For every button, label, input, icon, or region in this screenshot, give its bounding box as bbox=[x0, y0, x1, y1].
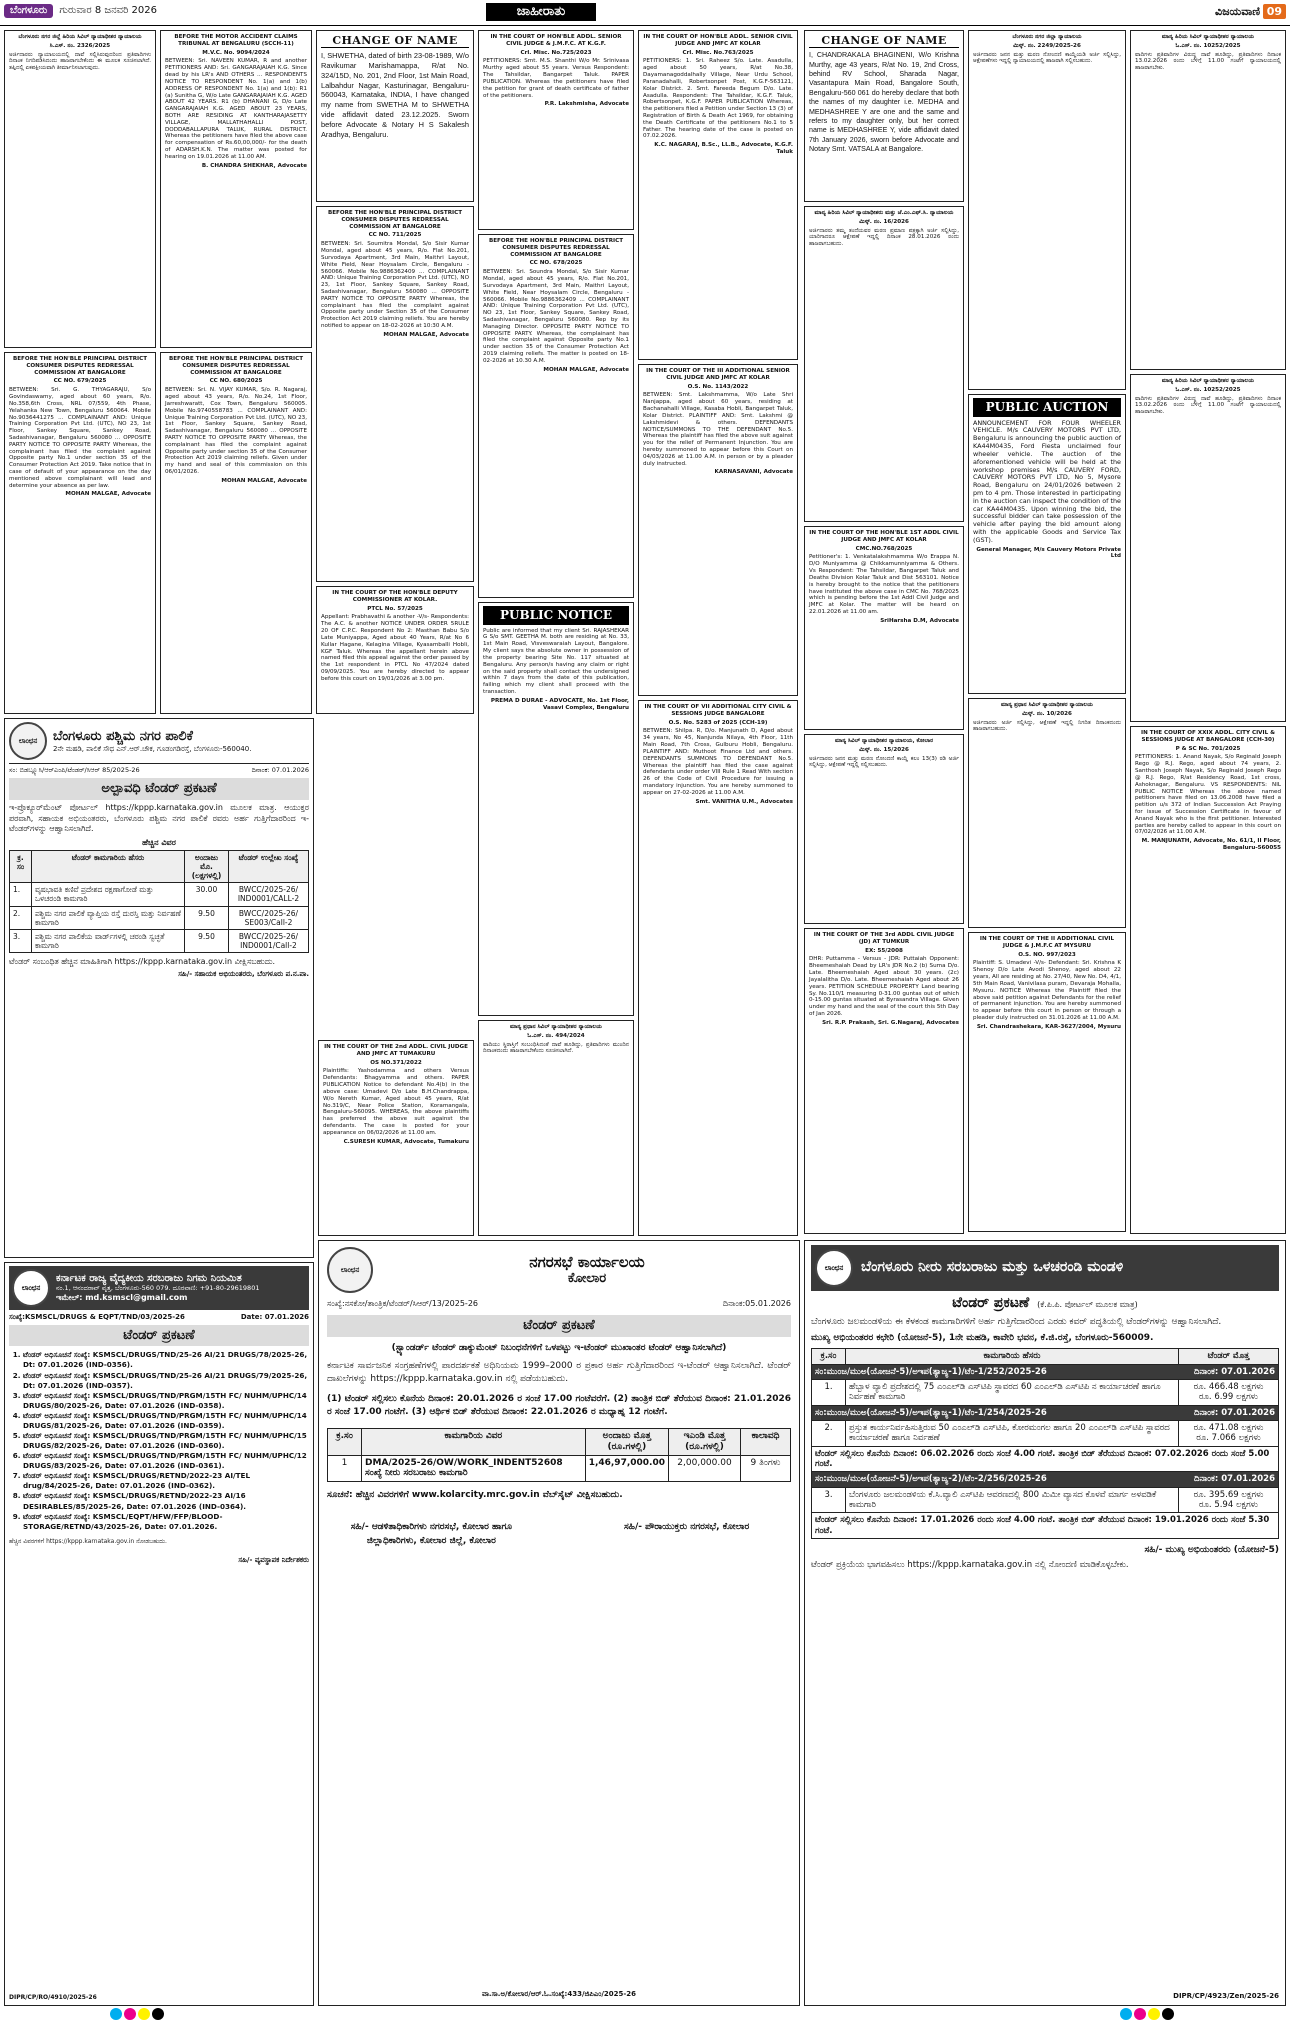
notice-case: CC NO. 678/2025 bbox=[529, 260, 583, 267]
bbmp-th-ref: ಟೆಂಡರ್ ಉಲ್ಲೇಖ ಸಂಖ್ಯೆ bbox=[229, 850, 309, 882]
row-amount: ರೂ. 395.69 ಲಕ್ಷಗಳು bbox=[1193, 1489, 1264, 1500]
notice-case: ಓ.ಎಸ್. ನಂ. 10252/2025 bbox=[1175, 42, 1241, 49]
list-item: 4. ಟೆಂಡರ್ ಅಧಿಸೂಚನೆ ಸಂಖ್ಯೆ: KSMSCL/DRUGS/TND/PRGM/15TH FC/ NUHM/UPHC/14 DRUGS/81/2025-26, Date: 07.01.2026 (IND-0359). bbox=[23, 1411, 309, 1431]
kolar-logo-icon: ಲಾಂಛನ bbox=[327, 1247, 373, 1293]
bwssb-title-row bbox=[811, 1295, 1279, 1312]
notice-case: PTCL No. 57/2025 bbox=[367, 605, 423, 612]
kolar-ref: ಸಂಖ್ಯೆ:ನಸಕೋ/ತಾಂತ್ರಿಕ/ಟೆಂಡರ್/ಸಿಆರ್/13/2025-26 bbox=[327, 1299, 479, 1308]
kmscl-ref: ಸಂಖ್ಯೆ:KSMSCL/DRUGS & EQPT/TND/03/2025-26 bbox=[9, 1313, 185, 1321]
bbmp-ref: ಸಂ: ಬಿಡಬ್ಲ್ಯೂಸಿ/ಆರ್‌ಎಂಪಿ/ಟೆಂಡರ್/ಸಿಆರ್ 85/2025-26 bbox=[9, 766, 140, 774]
bbmp-org: ಬೆಂಗಳೂರು ಪಶ್ಚಿಮ ನಗರ ಪಾಲಿಕೆ bbox=[53, 728, 193, 744]
kolar-intro: ಕರ್ನಾಟಕ ಸಾರ್ವಜನಿಕ ಸಂಗ್ರಹಣೆಗಳಲ್ಲಿ ಪಾರದರ್ಶಕತೆ ಅಧಿನಿಯಮ 1999–2000 ರ ಪ್ರಕಾರ ಅರ್ಹ ಗುತ್ತಿಗೆದಾರರಿಂದ ಇ-ಟೆಂಡರ್ ಆಹ್ವಾನಿಸಲಾಗಿದೆ. ಟೆಂಡರ್ ದಾಖಲೆಗಳನ್ನು https://kppp.karnataka.gov.in ನಲ್ಲಿ ಪಡೆಯಬಹುದು. bbox=[327, 1360, 791, 1385]
notice-head: ಬೆಂಗಳೂರು ನಗರ ಜಿಲ್ಲಾ ನ್ಯಾಯಾಲಯ bbox=[1012, 34, 1082, 40]
kmscl-ref-row bbox=[9, 1313, 309, 1322]
kgf-misc-notice bbox=[638, 30, 798, 360]
registration-mark-icon bbox=[124, 2008, 136, 2020]
kolar-city: ಕೋಲಾರ bbox=[567, 1271, 607, 1287]
bbmp-header bbox=[9, 722, 309, 764]
notice-case: ಓ.ಎಸ್. ನಂ. 494/2024 bbox=[527, 1032, 585, 1039]
consumer-notice-678 bbox=[478, 234, 634, 598]
bbmp-subtitle: ಹೆಚ್ಚಿನ ವಿವರ bbox=[142, 838, 176, 848]
list-item: 5. ಟೆಂಡರ್ ಅಧಿಸೂಚನೆ ಸಂಖ್ಯೆ: KSMSCL/DRUGS/TND/PRGM/15TH FC/ NUHM/UPHC/15 DRUGS/82/2025-26, Date: 07.01.2026 (IND-0360). bbox=[23, 1431, 309, 1451]
group-date: ದಿನಾಂಕ: 07.01.2026 bbox=[1194, 1407, 1275, 1418]
notice-body: DHR: Puttamma - Versus - JDR: Puttaiah Opponent: Bheemeshaiah Dead by LR's JDR No.2 (b) Suma D/o. Late. Bheemeshaiah Aged about 30 years. (2c) Jayalalitha D/o. Late. Bheemeshaiah Aged about 26 years. PETITION SCHEDULE PROPERTY Land bearing Sy. No.110/1 measuring 0-31.00 guntas out of which 0-15.00 guntas situated at Byrasandra Village. Given under my hand and the seal of the court this 5th Day of Jan 2026. bbox=[809, 956, 959, 1017]
row-no: 2. bbox=[10, 906, 32, 929]
kolar-sign-left: ಸಹಿ/- ಆಡಳಿತಾಧಿಕಾರಿಗಳು ನಗರಸಭೆ, ಕೋಲಾರ ಹಾಗೂ ಜಿಲ್ಲಾಧಿಕಾರಿಗಳು, ಕೋಲಾರ ಜಿಲ್ಲೆ, ಕೋಲಾರ bbox=[350, 1522, 513, 1546]
tumakuru-notice bbox=[318, 1040, 474, 1236]
bwssb-intro: ಬೆಂಗಳೂರು ಜಲಮಂಡಳಿಯ ಈ ಕೆಳಕಂಡ ಕಾಮಗಾರಿಗಳಿಗೆ ಅರ್ಹ ಗುತ್ತಿಗೆದಾರರಿಂದ ಎರಡು ಕವರ್ ಪದ್ಧತಿಯಲ್ಲಿ ಟೆಂಡರ್‌ಗಳನ್ನು ಆಹ್ವಾನಿಸಲಾಗಿದೆ. bbox=[811, 1317, 1222, 1328]
kolar-code: ವಾ.ಸಾ.ಅ/ಕೋಲಾರ/ಆರ್.ಓ.ಸಂಖ್ಯೆ:433/ಜಿಪಿಎಂ/2025-26 bbox=[481, 1990, 637, 1999]
notice-head: ಬೆಂಗಳೂರು ನಗರ ಜಿಲ್ಲೆ ಹಿರಿಯ ಸಿವಿಲ್ ನ್ಯಾಯಾಧೀಶರ ನ್ಯಾಯಾಲಯ bbox=[18, 34, 142, 40]
cch19-notice bbox=[638, 700, 798, 1236]
row-emd: 2,00,000.00 bbox=[669, 1455, 741, 1482]
bbmp-sign: ಸಹಿ/- ಸಹಾಯಕ ಅಭಿಯಂತರರು, ಬೆಂಗಳೂರು ಪ.ನ.ಪಾ. bbox=[178, 969, 309, 978]
notice-sign: M. MANJUNATH, Advocate, No. 61/1, II Floor, Bengaluru-560055 bbox=[1141, 838, 1281, 851]
notice-body: ವಾದಿಗಳು ಪ್ರತಿವಾದಿಗಳ ವಿರುದ್ಧ ದಾವೆ ಹೂಡಿದ್ದು, ಪ್ರತಿವಾದಿಗಳು ದಿನಾಂಕ 13.02.2026 ರಂದು ಬೆಳಿಗ್ಗೆ 11.00 ಗಂಟೆಗೆ ನ್ಯಾಯಾಲಯದಲ್ಲಿ ಹಾಜರಾಗಬೇಕು. bbox=[1135, 51, 1281, 72]
list-item: 1. ಟೆಂಡರ್ ಅಧಿಸೂಚನೆ ಸಂಖ್ಯೆ: KSMSCL/DRUGS/TND/25-26 AI/21 DRUGS/78/2025-26, Dt: 07.01.2026 (IND-0356). bbox=[23, 1350, 309, 1370]
notice-head: ಮಾನ್ಯ ಪ್ರಧಾನ ಸಿವಿಲ್ ನ್ಯಾಯಾಧೀಶರ ನ್ಯಾಯಾಲಯ bbox=[1000, 702, 1094, 708]
kmscl-address: ನಂ.1, ಆನಂದರಾವ್ ವೃತ್ತ, ಬೆಂಗಳೂರು-560 079. ದೂರವಾಣಿ: +91-80-29619801 bbox=[56, 1284, 260, 1293]
civil-3rd-kolar-notice bbox=[638, 364, 798, 696]
kannada-notice-4 bbox=[1130, 30, 1286, 370]
notice-case: O.S. NO. 997/2023 bbox=[1018, 951, 1076, 958]
bwssb-dates-2: ಟೆಂಡರ್ ಸಲ್ಲಿಸಲು ಕೊನೆಯ ದಿನಾಂಕ: 17.01.2026 ರಂದು ಸಂಜೆ 4.00 ಗಂಟೆ. ತಾಂತ್ರಿಕ ಬಿಡ್ ತೆರೆಯುವ ದಿನಾಂಕ: 19.01.2026 ರಂದು ಸಂಜೆ 5.30 ಗಂಟೆ. bbox=[812, 1513, 1279, 1539]
bbmp-tender-title: ಅಲ್ಪಾವಧಿ ಟೆಂಡರ್ ಪ್ರಕಟಣೆ bbox=[9, 778, 309, 800]
notice-case: M.V.C. No. 9094/2024 bbox=[202, 49, 270, 56]
notice-body: BETWEEN: Smt. Lakshmamma, W/o Late Shri Nanjappa, aged about 60 years, residing at Bachanahalli Village, Kasaba Hobli, Bangarpet Taluk, Kolar District. PLAINTIFF AND: Smt. Lakshmi @ Lakshmidevi & others. DEFENDANTS NOTICE/SUMMONS TO THE DEFENDANT No.5. Whereas the plaintiff has filed the above suit against you for the relief of Permanent Injunction. You are hereby summoned to appear before this Court on 04/03/2026 at 11.00 A.M. in person or by a pleader duly instructed. bbox=[643, 392, 793, 467]
notice-head: BEFORE THE HON'BLE PRINCIPAL DISTRICT CONSUMER DISPUTES REDRESSAL COMMISSION AT BANGALORE bbox=[168, 356, 304, 376]
row-name: ಪ್ರಸ್ತುತ ಕಾರ್ಯನಿರ್ವಹಿಸುತ್ತಿರುವ 50 ಎಂಎಲ್‌ಡಿ ಎಸ್‌ಟಿಪಿ, ಕೋರಮಂಗಲ ಹಾಗೂ 20 ಎಂಎಲ್‌ಡಿ ಎಸ್‌ಟಿಪಿ ಸ್ಥಾವರದ ಕಾರ್ಯಾಚರಣೆ ಹಾಗೂ ನಿರ್ವಹಣೆ bbox=[846, 1420, 1179, 1446]
notice-title: PUBLIC NOTICE bbox=[483, 606, 629, 625]
kolar-ref-row bbox=[327, 1299, 791, 1309]
header-date: ಗುರುವಾರ 8 ಜನವರಿ 2026 bbox=[59, 5, 157, 16]
notice-case: ಮಿಸ್ಕ್. ನಂ. 15/2026 bbox=[859, 746, 909, 753]
notice-body: ಅರ್ಜಿದಾರರು ಜನನ ಮತ್ತು ಮರಣ ನೋಂದಣಿ ಕಾಯ್ದೆ ಕಲಂ 13(3) ರಡಿ ಅರ್ಜಿ ಸಲ್ಲಿಸಿದ್ದು, ಆಕ್ಷೇಪಣೆ ಇದ್ದಲ್ಲಿ ಸಲ್ಲಿಸಬಹುದು. bbox=[809, 755, 959, 769]
table-row bbox=[10, 906, 309, 929]
notice-case: CMC.NO.768/2025 bbox=[855, 545, 913, 552]
kmscl-org: ಕರ್ನಾಟಕ ರಾಜ್ಯ ವೈದ್ಯಕೀಯ ಸರಬರಾಜು ನಿಗಮ ನಿಯಮಿತ bbox=[56, 1273, 242, 1285]
bwssb-th-amount: ಟೆಂಡರ್ ಮೊತ್ತ bbox=[1179, 1349, 1279, 1364]
page-header bbox=[0, 0, 1290, 26]
bbmp-footer: ಟೆಂಡರ್ ಸಂಬಂಧಿತ ಹೆಚ್ಚಿನ ಮಾಹಿತಿಗಾಗಿ https://kppp.karnataka.gov.in ವೀಕ್ಷಿಸಬಹುದು. bbox=[9, 957, 276, 967]
notice-sign: MOHAN MALGAE, Advocate bbox=[221, 477, 307, 484]
notice-case: CC NO. 711/2025 bbox=[368, 232, 422, 239]
kannada-notice-5 bbox=[804, 734, 964, 924]
notice-case: EX: 55/2008 bbox=[865, 947, 903, 954]
bwssb-table-header bbox=[812, 1349, 1279, 1364]
ps-bangalore-notice bbox=[1130, 726, 1286, 1234]
public-auction bbox=[968, 394, 1126, 694]
notice-head: BEFORE THE HON'BLE PRINCIPAL DISTRICT CONSUMER DISPUTES REDRESSAL COMMISSION AT BANGALORE bbox=[12, 356, 148, 376]
bwssb-dates-row bbox=[812, 1446, 1279, 1472]
group-ref: ಸಂ:ಮುಂಜ/ಮುಅ(ಯೋಜನೆ-5)/ಅಇಪ(ತ್ಯಾಜ್ಯ-1)/ಟೆಂ-1/254/2025-26 bbox=[815, 1407, 1047, 1418]
bbmp-date: ದಿನಾಂಕ: 07.01.2026 bbox=[251, 766, 309, 774]
bbmp-table-header bbox=[10, 850, 309, 882]
row-amount: ರೂ. 471.08 ಲಕ್ಷಗಳು bbox=[1193, 1422, 1264, 1433]
group-date: ದಿನಾಂಕ: 07.01.2026 bbox=[1194, 1366, 1275, 1377]
bwssb-title: ಟೆಂಡರ್ ಪ್ರಕಟಣೆ bbox=[952, 1295, 1030, 1311]
kmscl-email: ಇಮೇಲ್: md.ksmscl@gmail.com bbox=[56, 1293, 188, 1303]
kolar-table-header bbox=[328, 1428, 791, 1455]
notice-sign: PREMA D DURAE - ADVOCATE, No. 1st Floor, Vasavi Complex, Bengaluru bbox=[490, 697, 629, 711]
notice-sign: K.C. NAGARAJ, B.Sc., LL.B., Advocate, K.G.F. Taluk bbox=[654, 142, 793, 155]
notice-body: Plaintiff: S. Umadevi -V/s- Defendant: Sri. Krishna K Shenoy D/o Late Avodi Shenoy, aged about 22 years, All are residing at No. 27/40, New No. D4, 4/1, 5th Main Road, Vanivilasa puram, Devaraja Mohalla, Mysuru. NOTICE Whereas the Plaintiff filed the above said petition against Defendants for the relief of permanent injunction. You are hereby summoned to appear before this court in person or through a pleader duly instructed on 31.01.2026 at 11.00 A.M. bbox=[973, 960, 1121, 1021]
kannada-notice-3 bbox=[804, 206, 964, 522]
kmscl-logo-icon: ಲಾಂಛನ bbox=[12, 1269, 50, 1307]
notice-head: ಮಾನ್ಯ ಸಿವಿಲ್ ನ್ಯಾಯಾಧೀಶರ ನ್ಯಾಯಾಲಯ, ಕೋಲಾರ bbox=[834, 738, 934, 744]
registration-mark-icon bbox=[1148, 2008, 1160, 2020]
notice-sign: B. CHANDRA SHEKHAR, Advocate bbox=[201, 162, 307, 169]
kolar-dates: (1) ಟೆಂಡರ್ ಸಲ್ಲಿಸಲು ಕೊನೆಯ ದಿನಾಂಕ: 20.01.2026 ರ ಸಂಜೆ 17.00 ಗಂಟೆವರೆಗೆ. (2) ತಾಂತ್ರಿಕ ಬಿಡ್ ತೆರೆಯುವ ದಿನಾಂಕ: 21.01.2026 ರ ಸಂಜೆ 17.00 ಗಂಟೆಗೆ. (3) ಆರ್ಥಿಕ ಬಿಡ್ ತೆರೆಯುವ ದಿನಾಂಕ: 22.01.2026 ರ ಮಧ್ಯಾಹ್ನ 12 ಗಂಟೆಗೆ. bbox=[327, 1393, 791, 1418]
row-amount: 9.50 bbox=[185, 929, 229, 952]
notice-case: ಮಿಸ್ಕ್. ನಂ. 2249/2025-26 bbox=[1013, 42, 1081, 49]
kolar-municipal-tender bbox=[318, 1240, 800, 2006]
notice-head: BEFORE THE MOTOR ACCIDENT CLAIMS TRIBUNAL AT BENGALURU (SCCH-11) bbox=[174, 34, 298, 47]
list-item: 7. ಟೆಂಡರ್ ಅಧಿಸೂಚನೆ ಸಂಖ್ಯೆ: KSMSCL/DRUGS/RETND/2022-23 AI/TEL drug/84/2025-26, Date: 07.01.2026 (IND-0362). bbox=[23, 1471, 309, 1491]
table-row bbox=[812, 1420, 1279, 1446]
notice-body: BETWEEN: Sri. NAVEEN KUMAR, R and another PETITIONERS AND: Sri. GANGARAJAIAH K.G. Since dead by his LR's AND OTHERS ... RESPONDENTS NOTICE TO RESPONDENT No. 1(a) and 1(b) ADDRESS OF RESPONDENT No. 1(a) and 1(b): R1 (a) Sunitha G, W/o Late GANGARAJAIAH K.G. AGED ABOUT 42 YEARS. R1 (b) DHANANI G, D/o Late GANGARAJAIAH K.G. AGED ABOUT 23 YEARS, BOTH ARE RESIDING AT KANTHARAJASETTY VILLAGE, MALLATHAHALLI POST, DODDABALLAPURA TALUK, RURAL DISTRICT. Whereas the petitioners have filed the above case for compensation of Rs.60,00,000/- for the death of ADARSH.K.N. The matter was posted for hearing on 19.01.2026 at 11.00 AM. bbox=[165, 58, 307, 160]
row-name: ಹೆಬ್ಬಾಳ ವ್ಯಾಲಿ ಪ್ರದೇಶದಲ್ಲಿ 75 ಎಂಎಲ್‌ಡಿ ಎಸ್‌ಟಿಪಿ ಸ್ಥಾವರದ 60 ಎಂಎಲ್‌ಡಿ ಎಸ್‌ಟಿಪಿ ನ ಕಾರ್ಯಾಚರಣೆ ಹಾಗೂ ನಿರ್ವಹಣೆ ಕಾಮಗಾರಿ bbox=[846, 1379, 1179, 1405]
bwssb-logo-icon: ಲಾಂಛನ bbox=[815, 1249, 853, 1287]
notice-case: ಓ.ಎಸ್. ನಂ. 10252/2025 bbox=[1175, 386, 1241, 393]
kmscl-fineprint bbox=[9, 1538, 309, 1546]
kannada-notice-4b bbox=[1130, 374, 1286, 722]
row-amount-2: ರೂ. 6.99 ಲಕ್ಷಗಳು bbox=[1199, 1392, 1258, 1403]
consumer-notice-711 bbox=[316, 206, 474, 582]
notice-head: IN THE COURT OF THE 3rd ADDL CIVIL JUDGE (JD) AT TUMKUR bbox=[813, 932, 955, 945]
notice-head: IN THE COURT OF THE HON'BLE DEPUTY COMMISSIONER AT KOLAR. bbox=[332, 590, 458, 603]
notice-sign: KARNASAVANI, Advocate bbox=[714, 469, 793, 476]
notice-body: ಅರ್ಜಿದಾರರು ಜನನ ಮತ್ತು ಮರಣ ನೋಂದಣಿ ಕಾಯ್ದೆಯಡಿ ಅರ್ಜಿ ಸಲ್ಲಿಸಿದ್ದು, ಆಕ್ಷೇಪಣೆಗಳು ಇದ್ದಲ್ಲಿ ನ್ಯಾಯಾಲಯದಲ್ಲಿ ಹಾಜರಾಗಿ ಸಲ್ಲಿಸಬಹುದು. bbox=[973, 51, 1121, 65]
notice-head: ಮಾನ್ಯ ಹಿರಿಯ ಸಿವಿಲ್ ನ್ಯಾಯಾಧೀಶರ ನ್ಯಾಯಾಲಯ bbox=[1161, 34, 1255, 40]
tumkur-3rd-notice bbox=[804, 928, 964, 1234]
notice-title: CHANGE OF NAME bbox=[321, 34, 469, 48]
notice-sign: MOHAN MALGAE, Advocate bbox=[383, 331, 469, 338]
bwssb-footer: ಟೆಂಡರ್ ಪ್ರಕ್ರಿಯೆಯ ಭಾಗವಹಿಸಲು https://kppp.karnataka.gov.in ನಲ್ಲಿ ನೋಂದಣಿ ಮಾಡಿಕೊಳ್ಳಬೇಕು. bbox=[811, 1560, 1129, 1571]
notice-case: OS NO.371/2022 bbox=[370, 1059, 422, 1066]
table-row bbox=[812, 1379, 1279, 1405]
notice-case: Crl. Misc. No.763/2025 bbox=[682, 49, 754, 56]
notice-case: O.S. No. 1143/2022 bbox=[687, 383, 749, 390]
kolar-signs bbox=[327, 1521, 791, 1548]
notice-case: Crl. Misc. No.725/2023 bbox=[520, 49, 592, 56]
kolar-subtitle: (ಸ್ಟ್ಯಾಂಡರ್ಡ್ ಟೆಂಡರ್ ಡಾಕ್ಯುಮೆಂಟ್ ನಿಬಂಧನೆಗಳಿಗೆ ಒಳಪಟ್ಟು ಇ-ಟೆಂಡರ್ ಮುಖಾಂತರ ಟೆಂಡರ್ ಆಹ್ವಾನಿಸಲಾಗಿದೆ) bbox=[391, 1342, 727, 1353]
bbmp-th-name: ಟೆಂಡರ್ ಕಾಮಗಾರಿಯ ಹೆಸರು bbox=[32, 850, 185, 882]
bwssb-code: DIPR/CP/4923/Zen/2025-26 bbox=[1173, 1992, 1279, 2001]
kolar-th-name: ಕಾಮಗಾರಿಯ ವಿವರ bbox=[362, 1428, 586, 1455]
row-amount: 1,46,97,000.00 bbox=[585, 1455, 668, 1482]
bbmp-ref-row bbox=[9, 767, 309, 775]
bwssb-group-ref-row bbox=[812, 1364, 1279, 1379]
kannada-notice-1 bbox=[4, 30, 156, 348]
kolar-table bbox=[327, 1428, 791, 1483]
notice-body: PETITIONERS: 1. Anand Nayak, S/o Reginald Joseph Rego @ R.J. Rego, aged about 74 years, 2. Santhosh Joseph Nayak, S/o Reginald Joseph Rego @ R.J. Rego, R/at Residency Road, 1st cross, Ashoknagar, Bengaluru. VS RESPONDENTS: NIL PUBLIC NOTICE Whereas the above named petitioners have filed on 13.06.2008 have filed a petition u/s 372 of Indian Succession Act Praying for issue of Succession Certificate in favour of Anand Nayak who is the first petitioner. Interested parties are hereby called to appear in this court on 07/02/2026 at 11.00 A.M. bbox=[1135, 754, 1281, 836]
kolar-th-period: ಕಾಲಾವಧಿ bbox=[741, 1428, 791, 1455]
notice-body: Petitioner's: 1. Venkatalakshmamma W/o Erappa N. D/O Muniyamma @ Chikkamunniyamma & Others. Vs Respondent: The Tahsildar, Bangarpet Taluk and Deaths Division Kolar Taluk and Dist 563101. Notice is hereby brought to the notice that the petitioners have instituted the above case in CMC No. 768/2025 which is pending before the 1st Addl Civil Judge and JMFC at Kolar. The matter will be heard on 22.01.2026 at 11.00 am. bbox=[809, 554, 959, 615]
kolar-sign-right: ಸಹಿ/- ಪೌರಾಯುಕ್ತರು ನಗರಸಭೆ, ಕೋಲಾರ bbox=[623, 1522, 750, 1533]
bbmp-address: 2ನೇ ಮಹಡಿ, ಪಾಲಿಕೆ ಸೌಧ ಎನ್.ಆರ್.ಚೌಕ, ಗೂಡಂಗಡಿರಸ್ತೆ, ಬೆಂಗಳೂರು-560040. bbox=[53, 744, 252, 753]
kolar-date: ದಿನಾಂಕ:05.01.2026 bbox=[722, 1299, 791, 1308]
kolar-th-no: ಕ್ರ.ಸಂ bbox=[328, 1428, 362, 1455]
kolar-org: ನಗರಸಭೆ ಕಾರ್ಯಾಲಯ bbox=[529, 1252, 645, 1271]
bbmp-th-no: ಕ್ರ. ಸಂ bbox=[10, 850, 32, 882]
consumer-notice-679 bbox=[4, 352, 156, 714]
notice-body: BETWEEN: Sri. N. VIJAY KUMAR, S/o. R. Nagaraj, aged about 43 years, R/o. No.24, 1st Floor, Jarreshwaratt, Cox Town, Bengaluru 560005. Mobile No.9740558783 ... COMPLAINANT AND: Unique Training Corporation Pvt Ltd. (UTC), NO 23, 1st Floor, Sankey Square, Sankey Road, Sadashivanagar, Bengaluru 560080 ... OPPOSITE PARTY NOTICE TO OPPOSITE PARTY Whereas, the complainant has filed the complaint against Opposite party under section 35 of the Consumer Protection Act 2019 claiming reliefs. Given under my hand and seal of this commission on this 06/01/2026. bbox=[165, 387, 307, 475]
list-item: 3. ಟೆಂಡರ್ ಅಧಿಸೂಚನೆ ಸಂಖ್ಯೆ: KSMSCL/DRUGS/TND/PRGM/15TH FC/ NUHM/UPHC/14 DRUGS/80/2025-26, Date: 07.01.2026 (IND-0358). bbox=[23, 1391, 309, 1411]
list-item: 2. ಟೆಂಡರ್ ಅಧಿಸೂಚನೆ ಸಂಖ್ಯೆ: KSMSCL/DRUGS/TND/25-26 AI/21 DRUGS/79/2025-26, Dt: 07.01.2026 (IND-0357). bbox=[23, 1371, 309, 1391]
notice-head: BEFORE THE HON'BLE PRINCIPAL DISTRICT CONSUMER DISPUTES REDRESSAL COMMISSION AT BANGALORE bbox=[327, 210, 463, 230]
bwssb-dates-1: ಟೆಂಡರ್ ಸಲ್ಲಿಸಲು ಕೊನೆಯ ದಿನಾಂಕ: 06.02.2026 ರಂದು ಸಂಜೆ 4.00 ಗಂಟೆ. ತಾಂತ್ರಿಕ ಬಿಡ್ ತೆರೆಯುವ ದಿನಾಂಕ: 07.02.2026 ರಂದು ಸಂಜೆ 5.00 ಗಂಟೆ. bbox=[812, 1446, 1279, 1472]
notice-sign: Smt. VANITHA U.M., Advocates bbox=[695, 798, 793, 805]
bwssb-officer: ಮುಖ್ಯ ಅಭಿಯಂತರರ ಕಛೇರಿ (ಯೋಜನೆ-5), 1ನೇ ಮಹಡಿ, ಕಾವೇರಿ ಭವನ, ಕೆ.ಜಿ.ರಸ್ತೆ, ಬೆಂಗಳೂರು-560009. bbox=[811, 1333, 1154, 1344]
change-of-name-1 bbox=[316, 30, 474, 202]
notice-title: PUBLIC AUCTION bbox=[973, 398, 1121, 417]
row-amount: ರೂ. 466.48 ಲಕ್ಷಗಳು bbox=[1193, 1381, 1264, 1392]
kmscl-date: Date: 07.01.2026 bbox=[240, 1313, 309, 1321]
notice-head: IN THE COURT OF THE II ADDITIONAL CIVIL JUDGE & J.M.F.C AT MYSURU bbox=[979, 936, 1115, 949]
row-period: 9 ತಿಂಗಳು bbox=[741, 1455, 791, 1482]
kolar-th-emd: ಇಎಂಡಿ ಮೊತ್ತ (ರೂ.ಗಳಲ್ಲಿ) bbox=[669, 1428, 741, 1455]
group-ref: ಸಂ:ಮುಂಜ/ಮುಅ(ಯೋಜನೆ-5)/ಅಇಪ(ತ್ಯಾಜ್ಯ-1)/ಟೆಂ-1/252/2025-26 bbox=[815, 1366, 1047, 1377]
registration-mark-icon bbox=[110, 2008, 122, 2020]
table-row bbox=[328, 1455, 791, 1482]
list-item: 6. ಟೆಂಡರ್ ಅಧಿಸೂಚನೆ ಸಂಖ್ಯೆ: KSMSCL/DRUGS/TND/PRGM/15TH FC/ NUHM/UPHC/12 DRUGS/83/2025-26, Date: 07.01.2026 (IND-0361). bbox=[23, 1451, 309, 1471]
kmscl-footer: ಹೆಚ್ಚಿನ ವಿವರಗಳಿಗೆ https://kppp.karnataka.gov.in ನೋಡಬಹುದು. bbox=[9, 1537, 167, 1545]
row-name: ಪಶ್ಚಿಮ ನಗರ ಪಾಲಿಕೆಯ ವಾರ್ಡ್‌ಗಳಲ್ಲಿ ಚರಂಡಿ ಸ್ವಚ್ಛತೆ ಕಾಮಗಾರಿ bbox=[32, 929, 185, 952]
notice-body: ಅರ್ಜಿದಾರರು ನ್ಯಾಯಾಲಯದಲ್ಲಿ ದಾವೆ ಸಲ್ಲಿಸಿರುವುದರಿಂದ ಪ್ರತಿವಾದಿಗಳು ದಿನಾಂಕ ನಿಗದಿಪಡಿಸಿದಂದು ಹಾಜರಾಗಬೇಕೆಂದು ಈ ಮೂಲಕ ಸೂಚಿಸಲಾಗಿದೆ. ತಪ್ಪಿದಲ್ಲಿ ಏಕಪಕ್ಷೀಯವಾಗಿ ತೀರ್ಮಾನಿಸಲಾಗುವುದು. bbox=[9, 51, 151, 72]
bwssb-th-name: ಕಾಮಗಾರಿಯ ಹೆಸರು bbox=[846, 1349, 1179, 1364]
notice-head: IN THE COURT OF HON'BLE ADDL. SENIOR CIVIL JUDGE AND JMFC AT KOLAR bbox=[643, 34, 793, 47]
group-date: ದಿನಾಂಕ: 07.01.2026 bbox=[1194, 1474, 1275, 1485]
notice-body: ಅರ್ಜಿದಾರರು ತಮ್ಮ ತಂದೆಯವರ ಮರಣ ಪ್ರಮಾಣ ಪತ್ರಕ್ಕಾಗಿ ಅರ್ಜಿ ಸಲ್ಲಿಸಿದ್ದು, ಯಾರಿಗಾದರೂ ಆಕ್ಷೇಪಣೆ ಇದ್ದಲ್ಲಿ ದಿನಾಂಕ 28.01.2026 ರಂದು ಹಾಜರಾಗಬಹುದು. bbox=[809, 227, 959, 248]
row-name: ವೃಷಭಾವತಿ ಕಣಿವೆ ಪ್ರದೇಶದ ರಕ್ಷಣಾಗೋಡೆ ಮತ್ತು ಒಳಚರಂಡಿ ಕಾಮಗಾರಿ bbox=[32, 883, 185, 906]
kolar-note: ಸೂಚನೆ: ಹೆಚ್ಚಿನ ವಿವರಗಳಿಗೆ www.kolarcity.mrc.gov.in ವೆಬ್‌ಸೈಟ್ ವೀಕ್ಷಿಸಬಹುದು. bbox=[327, 1490, 623, 1501]
notice-head: ಮಾನ್ಯ ಹಿರಿಯ ಸಿವಿಲ್ ನ್ಯಾಯಾಧೀಶರ ನ್ಯಾಯಾಲಯ bbox=[1161, 378, 1255, 384]
row-no: 1. bbox=[812, 1379, 846, 1405]
header-brand: ವಿಜಯವಾಣಿ bbox=[1214, 5, 1260, 18]
row-no: 2. bbox=[812, 1420, 846, 1446]
notice-case: ಸಿ.ಎಸ್. ನಂ. 2326/2025 bbox=[49, 42, 111, 49]
kannada-notice-6 bbox=[478, 1020, 634, 1236]
notice-head: IN THE COURT OF THE HON'BLE 1ST ADDL CIVIL JUDGE AND JMFC AT KOLAR bbox=[809, 530, 959, 543]
group-ref: ಸಂ:ಮುಂಜ/ಮುಅ(ಯೋಜನೆ-5)/ಅಇಪ(ತ್ಯಾಜ್ಯ-2)/ಟೆಂ-2/256/2025-26 bbox=[815, 1474, 1047, 1485]
notice-body: ಅರ್ಜಿದಾರರು ಅರ್ಜಿ ಸಲ್ಲಿಸಿದ್ದು, ಆಕ್ಷೇಪಣೆ ಇದ್ದಲ್ಲಿ ನಿಗದಿತ ದಿನಾಂಕದಂದು ಹಾಜರಾಗಬಹುದು. bbox=[973, 719, 1121, 733]
row-amount-2: ರೂ. 5.94 ಲಕ್ಷಗಳು bbox=[1199, 1500, 1258, 1511]
notice-sign: Sri. R.P. Prakash, Sri. G.Nagaraj, Advocates bbox=[822, 1019, 959, 1026]
notice-head: ಮಾನ್ಯ ಪ್ರಧಾನ ಸಿವಿಲ್ ನ್ಯಾಯಾಧೀಶರ ನ್ಯಾಯಾಲಯ bbox=[509, 1024, 603, 1030]
bwssb-org: ಬೆಂಗಳೂರು ನೀರು ಸರಬರಾಜು ಮತ್ತು ಒಳಚರಂಡಿ ಮಂಡಳಿ bbox=[861, 1259, 1124, 1276]
row-amount: 9.50 bbox=[185, 906, 229, 929]
bwssb-group-ref-row bbox=[812, 1405, 1279, 1420]
row-ref: BWCC/2025-26/ SE003/Call-2 bbox=[229, 906, 309, 929]
bwssb-title-note: (ಕೆ.ಪಿ.ಪಿ. ಪೋರ್ಟಲ್ ಮೂಲಕ ಮಾತ್ರ) bbox=[1037, 1300, 1138, 1309]
notice-sign: General Manager, M/s Cauvery Motors Private Ltd bbox=[976, 546, 1121, 560]
change-of-name-2 bbox=[804, 30, 964, 202]
bwssb-header bbox=[811, 1245, 1279, 1291]
mysuru-notice bbox=[968, 932, 1126, 1232]
kolar-header bbox=[327, 1247, 791, 1293]
registration-mark-icon bbox=[152, 2008, 164, 2020]
bbmp-tender-body: ಇ-ಪ್ರೊಕ್ಯೂರ್‌ಮೆಂಟ್ ಪೋರ್ಟಲ್ https://kppp.karnataka.gov.in ಮೂಲಕ ಮಾತ್ರ. ಆಯುಕ್ತರ ಪರವಾಗಿ, ಸಹಾಯಕ ಅಭಿಯಂತರರು, ಬೆಂಗಳೂರು ಪಶ್ಚಿಮ ನಗರ ಪಾಲಿಕೆ ರವರು ಅರ್ಹ ಗುತ್ತಿಗೆದಾರರಿಂದ ಇ-ಟೆಂಡರ್‌ಗಳನ್ನು ಆಹ್ವಾನಿಸಲಾಗಿದೆ. bbox=[9, 802, 309, 834]
notice-body: ವಾದಿಯು ಸ್ಥಿರಾಸ್ತಿಗೆ ಸಂಬಂಧಿಸಿದಂತೆ ದಾವೆ ಹೂಡಿದ್ದು, ಪ್ರತಿವಾದಿಗಳು ಮುಂದಿನ ದಿನಾಂಕದಂದು ಹಾಜರಾಗಬೇಕೆಂದು ಸೂಚಿಸಲಾಗಿದೆ. bbox=[483, 1041, 629, 1055]
kmscl-header bbox=[9, 1266, 309, 1310]
registration-mark-icon bbox=[138, 2008, 150, 2020]
notice-sign: SriHarsha D.M, Advocate bbox=[880, 617, 959, 624]
table-row bbox=[812, 1487, 1279, 1513]
row-ref: BWCC/2025-26/ IND0001/CALL-2 bbox=[229, 883, 309, 906]
consumer-notice-680 bbox=[160, 352, 312, 714]
notice-body: Plaintiffs: Yashodamma and others Versus Defendants: Bhagyamma and others. PAPER PUBLICATION Notice to defendant No.4(b) in the above case: Umadevi D/o Late B.H.Chandrappa, W/o Nereth Kumar, Aged about 45 years, R/at No.319/C, Near Police Station, Koramangala, Bengaluru-560095. WHEREAS, the above plaintiffs has preferred the above suit against the defendants. The case is posted for your appearance on 06/02/2026 at 11.00 am. bbox=[323, 1068, 469, 1136]
registration-mark-icon bbox=[1120, 2008, 1132, 2020]
kmscl-code: DIPR/CP/RO/4910/2025-26 bbox=[9, 1993, 97, 2001]
bwssb-dates-row bbox=[812, 1513, 1279, 1539]
notice-case: CC NO. 679/2025 bbox=[53, 378, 107, 385]
notice-body: Public are informed that my client Sri. RAJASHEKAR G S/o SMT. GEETHA M. both are residing at No. 33, 1st Main Road, Visveswaraiah Layout, Bangalore. My client says the absolute owner in possession of the property bearing Site No. 117 situated at Bengaluru. Any person/s having any claim or right on the said property shall contact the undersigned within 7 days from the date of this publication, failing which my client shall proceed with the transaction. bbox=[483, 627, 629, 695]
notice-body: BETWEEN: Shilpa. R, D/o. Manjunath D, Aged about 34 years, No 45, Nanjunda Nilaya, 4th Floor, 11th Main Road, 7th Cross, Gulburu Hobli, Bengaluru. PLAINTIFF AND: Muthoot Finance Ltd and others. DEFENDANTS SUMMONS TO DEFENDANT No.5. Whereas the plaintiff has filed the case against defendants under order VIII Rule 1 Read With section 26 of the Code of Civil Procedure for issuing a mandatory injunction. You are hereby summoned to appear on 27-02-2026 at 11.00 A.M. bbox=[643, 728, 793, 796]
registration-mark-icon bbox=[1162, 2008, 1174, 2020]
bwssb-table bbox=[811, 1348, 1279, 1539]
notice-body: BETWEEN: Sri. G. THYAGARAJU, S/o Govindaswamy, aged about 60 years, R/o. No.358,6th Cross, NRL 07/559, 4th Phase, Yelahanka New Town, Bengaluru 560064. Mobile No.9036441275 ... COMPLAINANT AND: Unique Training Corporation Pvt Ltd. (UTC), NO 23, 1st Floor, Sankey Square, Sankey Road, Sadashivanagar, Bengaluru 560080 ... OPPOSITE PARTY NOTICE TO OPPOSITE PARTY Whereas, the complainant has filed the complaint against Opposite party No.1 under section 35 of the Consumer Protection Act 2019. Take notice that in case of default of your appearance on the day mentioned above complainant will lead and determine your absence as per law. bbox=[9, 387, 151, 489]
row-no: 1 bbox=[328, 1455, 362, 1482]
bbmp-table bbox=[9, 850, 309, 953]
row-amount-2: ರೂ. 7.066 ಲಕ್ಷಗಳು bbox=[1196, 1433, 1261, 1444]
kmscl-sign: ಸಹಿ/- ವ್ಯವಸ್ಥಾಪಕ ನಿರ್ದೇಶಕರು bbox=[238, 1555, 309, 1564]
row-name: ಬೆಂಗಳೂರು ಜಲಮಂಡಳಿಯ ಕೆ.ಸಿ.ವ್ಯಾಲಿ ಎಸ್‌ಟಿಪಿ ಆವರಣದಲ್ಲಿ 800 ಮಿಮೀ ವ್ಯಾಸದ ಕೊಳವೆ ಮಾರ್ಗ ಅಳವಡಿಕೆ ಕಾಮಗಾರಿ bbox=[846, 1487, 1179, 1513]
notice-head: IN THE COURT OF THE III ADDITIONAL SENIOR CIVIL JUDGE AND JMFC AT KOLAR bbox=[646, 368, 790, 381]
header-city: ಬೆಂಗಳೂರು bbox=[4, 4, 53, 18]
notice-head: IN THE COURT OF XXIX ADDL. CITY CIVIL & SESSIONS JUDGE AT BANGALORE (CCH-30) bbox=[1141, 730, 1275, 743]
list-item: 8. ಟೆಂಡರ್ ಅಧಿಸೂಚನೆ ಸಂಖ್ಯೆ: KSMSCL/DRUGS/RETND/2022-23 AI/16 DESIRABLES/85/2025-26, Date: 07.01.2026 (IND-0364). bbox=[23, 1491, 309, 1511]
row-name: DMA/2025-26/OW/WORK_INDENT52608 ಸಂಖ್ಯೆ ನೀರು ಸರಬರಾಜು ಕಾಮಗಾರಿ bbox=[362, 1455, 586, 1482]
notice-sign: Sri. Chandrashekara, KAR-3627/2004, Mysuru bbox=[976, 1023, 1121, 1030]
row-amount: 30.00 bbox=[185, 883, 229, 906]
table-row bbox=[10, 883, 309, 906]
notice-head: IN THE COURT OF THE 2nd ADDL. CIVIL JUDGE AND JMFC AT TUMAKURU bbox=[324, 1044, 468, 1057]
notice-body: BETWEEN: Sri. Soumitra Mondal, S/o Sisir Kumar Mondal, aged about 45 years, R/o. Flat No.201, Survodaya Apartment, 3rd Main, Maithri Layout, White Field, Near Hoysalam Circle, Bengaluru - 560066. Mobile No.9886362409 ... COMPLAINANT AND: Unique Training Corporation Pvt Ltd. (UTC), NO 23, 1st Floor, Sankey Square, Sankey Road, Sadashivanagar, Bengaluru 560080 ... OPPOSITE PARTY NOTICE TO OPPOSITE PARTY Whereas, the complainant has filed the complaint against Opposite party under Section 35 of the Consumer Protection Act 2019 claiming reliefs. You are hereby notified to appear on 18-02-2026 at 10:30 A.M. bbox=[321, 241, 469, 329]
notice-body: PETITIONERS: Smt. M.S. Shanthi W/o Mr. Srinivasa Murthy aged about 55 years. Versus Respondent: The Tahsildar, Bangarpet Taluk. PAPER PUBLICATION. Whereas the petitioners have filed the petition for grant of death certificate of father of the petitioners. bbox=[483, 58, 629, 99]
notice-head: BEFORE THE HON'BLE PRINCIPAL DISTRICT CONSUMER DISPUTES REDRESSAL COMMISSION AT BANGALORE bbox=[488, 238, 624, 258]
bbmp-tender bbox=[4, 718, 314, 1258]
bwssb-sign: ಸಹಿ/- ಮುಖ್ಯ ಅಭಿಯಂತರರು (ಯೋಜನೆ-5) bbox=[1144, 1545, 1279, 1556]
notice-body: ವಾದಿಗಳು ಪ್ರತಿವಾದಿಗಳ ವಿರುದ್ಧ ದಾವೆ ಹೂಡಿದ್ದು, ಪ್ರತಿವಾದಿಗಳು ದಿನಾಂಕ 13.02.2026 ರಂದು ಬೆಳಿಗ್ಗೆ 11.00 ಗಂಟೆಗೆ ನ್ಯಾಯಾಲಯದಲ್ಲಿ ಹಾಜರಾಗಬೇಕು. bbox=[1135, 395, 1281, 416]
notice-head: ಮಾನ್ಯ ಹಿರಿಯ ಸಿವಿಲ್ ನ್ಯಾಯಾಧೀಶರು ಮತ್ತು ಜೆ.ಎಂ.ಎಫ್.ಸಿ. ನ್ಯಾಯಾಲಯ bbox=[814, 210, 954, 216]
kmscl-title: ಟೆಂಡರ್ ಪ್ರಕಟಣೆ bbox=[9, 1325, 309, 1347]
notice-body: ANNOUNCEMENT FOR FOUR WHEELER VEHICLE. M/s CAUVERY MOTORS PVT LTD, Bengaluru is announcing the public auction of KA44M0435, Ford Fiesta unclaimed four wheeler vehicle. The auction of the aforementioned vehicle will be held at the workshop premises M/s CAUVERY FORD, CAUVERY MOTORS PVT LTD, No 5, Mysore Road, Bengaluru on 24/01/2026 between 2 pm to 4 pm. Those interested in participating in the auction can inspect the condition of the car KA44M0435. Upon winning the bid, the successful bidder can take possession of the vehicle after paying the bid amount along with the applicable Goods and Service Tax (GST). bbox=[973, 418, 1121, 544]
kmscl-items bbox=[9, 1350, 309, 1531]
kmscl-tender bbox=[4, 1262, 314, 2006]
notice-body: I, CHANDRAKALA BHAGINENI, W/o Krishna Murthy, age 43 years, R/at No. 19, 2nd Cross, behind RV School, Sharada Nagar, Vasantapura Main Road, Bangalore South, Bengaluru-560 061 do hereby declare that both the names of my daughter i.e. MEDHA and MEDHASHREE Y are one and the same and refers to my daughter only, but her correct name is MEDHASHREE Y, vide affidavit dated 7th January 2026, sworn before Advocate and Notary Smt. VATSALA at Bangalore. bbox=[809, 51, 959, 153]
kannada-notice-2 bbox=[968, 30, 1126, 390]
notice-head: IN THE COURT OF VII ADDITIONAL CITY CIVIL & SESSIONS JUDGE BANGALORE bbox=[644, 704, 792, 717]
notice-sign: MOHAN MALGAE, Advocate bbox=[543, 366, 629, 373]
notice-head: IN THE COURT OF HON'BLE ADDL. SENIOR CIVIL JUDGE & J.M.F.C. AT K.G.F. bbox=[490, 34, 622, 47]
registration-mark-icon bbox=[1134, 2008, 1146, 2020]
row-no: 3. bbox=[812, 1487, 846, 1513]
notice-sign: C.SURESH KUMAR, Advocate, Tumakuru bbox=[343, 1138, 469, 1145]
notice-body: PETITIONERS: 1. Sri. Raheez S/o. Late. Asadulla, aged about 50 years, R/at No.38, Dayamanagoddalhally Village, Near Urdu School, Paranadahalli, Robertsonpet Post, K.G.F-563121, Kolar District. 2. Smt. Fareeda Begum D/o. Late. Asadulla. Respondent: The Tahsildar, K.G.F. Taluk, Robertsonpet, K.G.F. PAPER PUBLICATION Whereas, the petitioners filed a Petition under Section 13 (3) of Registration of Birth & Death Act 1969, for obtaining the Death Certificate of the petitioners No.1 to 5 Father. The hearing date of the case is posted on 07.02.2026. bbox=[643, 58, 793, 140]
notice-case: ಮಿಸ್ಕ್. ನಂ. 10/2026 bbox=[1022, 710, 1072, 717]
notice-title: CHANGE OF NAME bbox=[809, 34, 959, 48]
row-name: ಪಶ್ಚಿಮ ನಗರ ಪಾಲಿಕೆ ವ್ಯಾಪ್ತಿಯ ರಸ್ತೆ ದುರಸ್ತಿ ಮತ್ತು ನಿರ್ವಹಣೆ ಕಾಮಗಾರಿ bbox=[32, 906, 185, 929]
notice-sign: MOHAN MALGAE, Advocate bbox=[65, 491, 151, 498]
header-page-number: 09 bbox=[1263, 4, 1286, 19]
kolar-dc-notice bbox=[316, 586, 474, 714]
bwssb-th-no: ಕ್ರ.ಸಂ bbox=[812, 1349, 846, 1364]
list-item: 9. ಟೆಂಡರ್ ಅಧಿಸೂಚನೆ ಸಂಖ್ಯೆ: KSMSCL/EQPT/HFW/FFP/BLOOD-STORAGE/RETND/43/2025-26, Date: 07.01.2026. bbox=[23, 1512, 309, 1532]
header-date-block bbox=[4, 4, 157, 18]
public-notice bbox=[478, 602, 634, 1016]
cmc-kolar-notice bbox=[804, 526, 964, 730]
notice-body: BETWEEN: Sri. Soundra Mondal, S/o Sisir Kumar Mondal, aged about 45 years, R/o. Flat No.201, Survodaya Apartment, 3rd Main, Maithri Layout, White Field, Near Hoysalam Circle, Bengaluru - 560066. Mobile No.9886362409 ... COMPLAINANT AND: Unique Training Corporation Pvt Ltd. (UTC), NO 23, 1st Floor, Sankey Square, Sankey Road, Sadashivanagar, Bengaluru 560080. Rep by its Managing Director. OPPOSITE PARTY NOTICE TO OPPOSITE PARTY. Whereas, the complainant has filed the complaint against Opposite party No.1 under section 35 of the Consumer Protection Act 2019 claiming reliefs. The matter is posted on 18-02-2026 at 10.30 A.M. bbox=[483, 269, 629, 364]
notice-case: O.S. No. 5283 of 2025 (CCH-19) bbox=[668, 719, 768, 726]
kolar-th-amount: ಅಂದಾಜು ಮೊತ್ತ (ರೂ.ಗಳಲ್ಲಿ) bbox=[585, 1428, 668, 1455]
table-row bbox=[10, 929, 309, 952]
bbmp-th-amount: ಅಂದಾಜು ಮೊ. (ಲಕ್ಷಗಳಲ್ಲಿ) bbox=[185, 850, 229, 882]
row-no: 3. bbox=[10, 929, 32, 952]
row-no: 1. bbox=[10, 883, 32, 906]
notice-case: ಮಿಸ್ಕ್. ನಂ. 16/2026 bbox=[859, 218, 909, 225]
notice-sign: P.R. Lakshmisha, Advocate bbox=[544, 101, 629, 108]
bwssb-tender bbox=[804, 1240, 1286, 2006]
notice-body: Appellant: Prabhavathi & another -V/s- Respondents: The A.C. & another NOTICE UNDER ORDER 5RULE 20 OF C.P.C. Respondent No 2: Masthan Babu S/o Late Muniyappa, Aged about 40 Years, R/at No 6 Kullar Hagane, Kelagina Village, Kyasamballi Hobli, KGF Taluk. Whereas the appellant herein above named filed this appeal against the order passed by the 1st respondent in PTCL No 47/2024 dated 09/09/2025. You are hereby directed to appear before this court on 19/01/2026 at 3.00 pm. bbox=[321, 614, 469, 682]
bwssb-group-ref-row bbox=[812, 1472, 1279, 1487]
notice-case: P & SC No. 701/2025 bbox=[1175, 745, 1241, 752]
kolar-title: ಟೆಂಡರ್ ಪ್ರಕಟಣೆ bbox=[327, 1315, 791, 1337]
header-section: ಜಾಹೀರಾತು bbox=[486, 3, 596, 21]
bbmp-logo-icon: ಲಾಂಛನ bbox=[9, 722, 47, 760]
notice-body: I, SHWETHA, dated of birth 23-08-1989, W/o Ravikumar Marishamappa, R/at No. 324/15D, No. 201, 2nd Floor, 1st Main Road, Lalbahdur Nagar, Kasturinagar, Bengaluru-560043, Karnataka, INDIA, I have changed my name from SWETHA M to SHWETHA vide affidavit dated 23.12.2025. Sworn before Advocate & Notary H S Sakalesh Aradhya, Bengaluru. bbox=[321, 51, 469, 139]
notice-case: CC NO. 680/2025 bbox=[209, 378, 263, 385]
kgf-birth-notice bbox=[478, 30, 634, 230]
row-ref: BWCC/2025-26/ IND0001/Call-2 bbox=[229, 929, 309, 952]
kannada-notice-7 bbox=[968, 698, 1126, 928]
motor-claims-notice bbox=[160, 30, 312, 348]
